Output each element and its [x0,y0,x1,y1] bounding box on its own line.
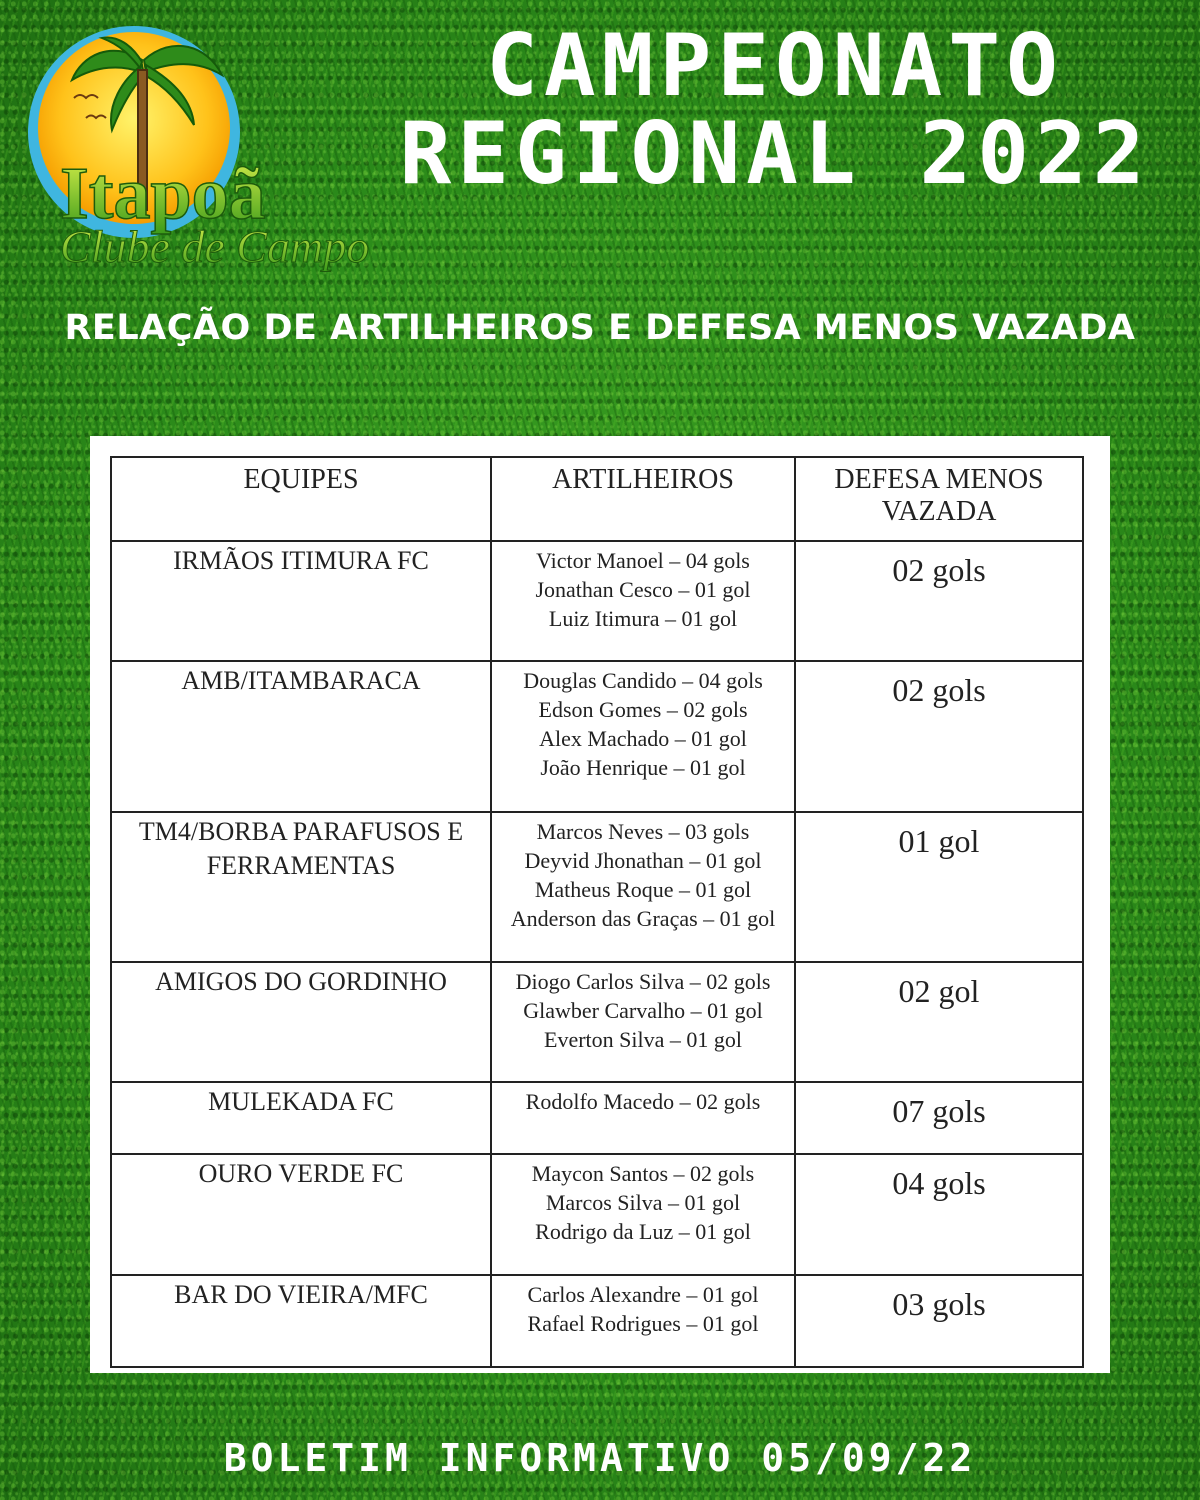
scorers-table [110,456,1084,1368]
column-header-defense: DEFESA MENOS VAZADA [795,457,1083,541]
goals-conceded: 01 gol [795,812,1083,962]
scorer-entry: João Henrique – 01 gol [540,755,746,780]
scorer-entry: Luiz Itimura – 01 gol [548,606,738,631]
scorer-entry: Jonathan Cesco – 01 gol [535,577,751,602]
table-row [111,1275,1083,1367]
team-name: AMB/ITAMBARACA [111,661,491,812]
table-sheet [90,436,1110,1373]
scorer-entry: Matheus Roque – 01 gol [534,877,752,902]
title-line-1: CAMPEONATO [486,16,1064,116]
logo-subtitle: Clube de Campo [60,221,370,272]
scorer-entry: Anderson das Graças – 01 gol [510,906,776,931]
scorer-entry: Rodolfo Macedo – 02 gols [525,1089,761,1114]
team-name: BAR DO VIEIRA/MFC [111,1275,491,1367]
team-name: MULEKADA FC [111,1082,491,1154]
scorer-entry: Alex Machado – 01 gol [539,726,747,751]
goals-conceded: 02 gol [795,962,1083,1082]
table-row [111,962,1083,1082]
scorer-entry: Rodrigo da Luz – 01 gol [535,1219,751,1244]
scorer-entry: Marcos Neves – 03 gols [536,819,750,844]
scorer-entry: Everton Silva – 01 gol [544,1027,742,1052]
scorers-cell [491,812,795,962]
page-subtitle: RELAÇÃO DE ARTILHEIROS E DEFESA MENOS VAZADA [64,308,1136,348]
scorer-entry: Diogo Carlos Silva – 02 gols [515,969,771,994]
team-name: AMIGOS DO GORDINHO [111,962,491,1082]
logo-name: Itapoã [60,153,266,235]
table-row [111,1154,1083,1275]
team-name: TM4/BORBA PARAFUSOS E FERRAMENTAS [111,812,491,962]
scorer-entry: Marcos Silva – 01 gol [545,1190,741,1215]
scorers-cell [491,1154,795,1275]
table-row [111,661,1083,812]
scorers-cell [491,661,795,812]
scorer-entry: Glawber Carvalho – 01 gol [523,998,763,1023]
scorers-cell [491,1082,795,1154]
table-header-row [111,457,1083,541]
table-row [111,1082,1083,1154]
goals-conceded: 02 gols [795,661,1083,812]
goals-conceded: 03 gols [795,1275,1083,1367]
team-name: IRMÃOS ITIMURA FC [111,541,491,661]
table-row [111,541,1083,661]
scorer-entry: Maycon Santos – 02 gols [531,1161,755,1186]
goals-conceded: 04 gols [795,1154,1083,1275]
scorer-entry: Edson Gomes – 02 gols [538,697,748,722]
footer-bulletin: BOLETIM INFORMATIVO 05/09/22 [223,1436,977,1480]
scorers-cell [491,541,795,661]
scorers-cell [491,1275,795,1367]
scorer-entry: Deyvid Jhonathan – 01 gol [524,848,762,873]
page-title [380,16,1170,204]
column-header-scorers: ARTILHEIROS [491,457,795,541]
column-header-teams: EQUIPES [111,457,491,541]
scorers-cell [491,962,795,1082]
table-row [111,812,1083,962]
scorer-entry: Victor Manoel – 04 gols [536,548,750,573]
scorer-entry: Carlos Alexandre – 01 gol [527,1282,759,1307]
goals-conceded: 07 gols [795,1082,1083,1154]
scorer-entry: Douglas Candido – 04 gols [523,668,763,693]
goals-conceded: 02 gols [795,541,1083,661]
team-name: OURO VERDE FC [111,1154,491,1275]
scorer-entry: Rafael Rodrigues – 01 gol [527,1311,759,1336]
title-line-2: REGIONAL 2022 [399,104,1151,204]
